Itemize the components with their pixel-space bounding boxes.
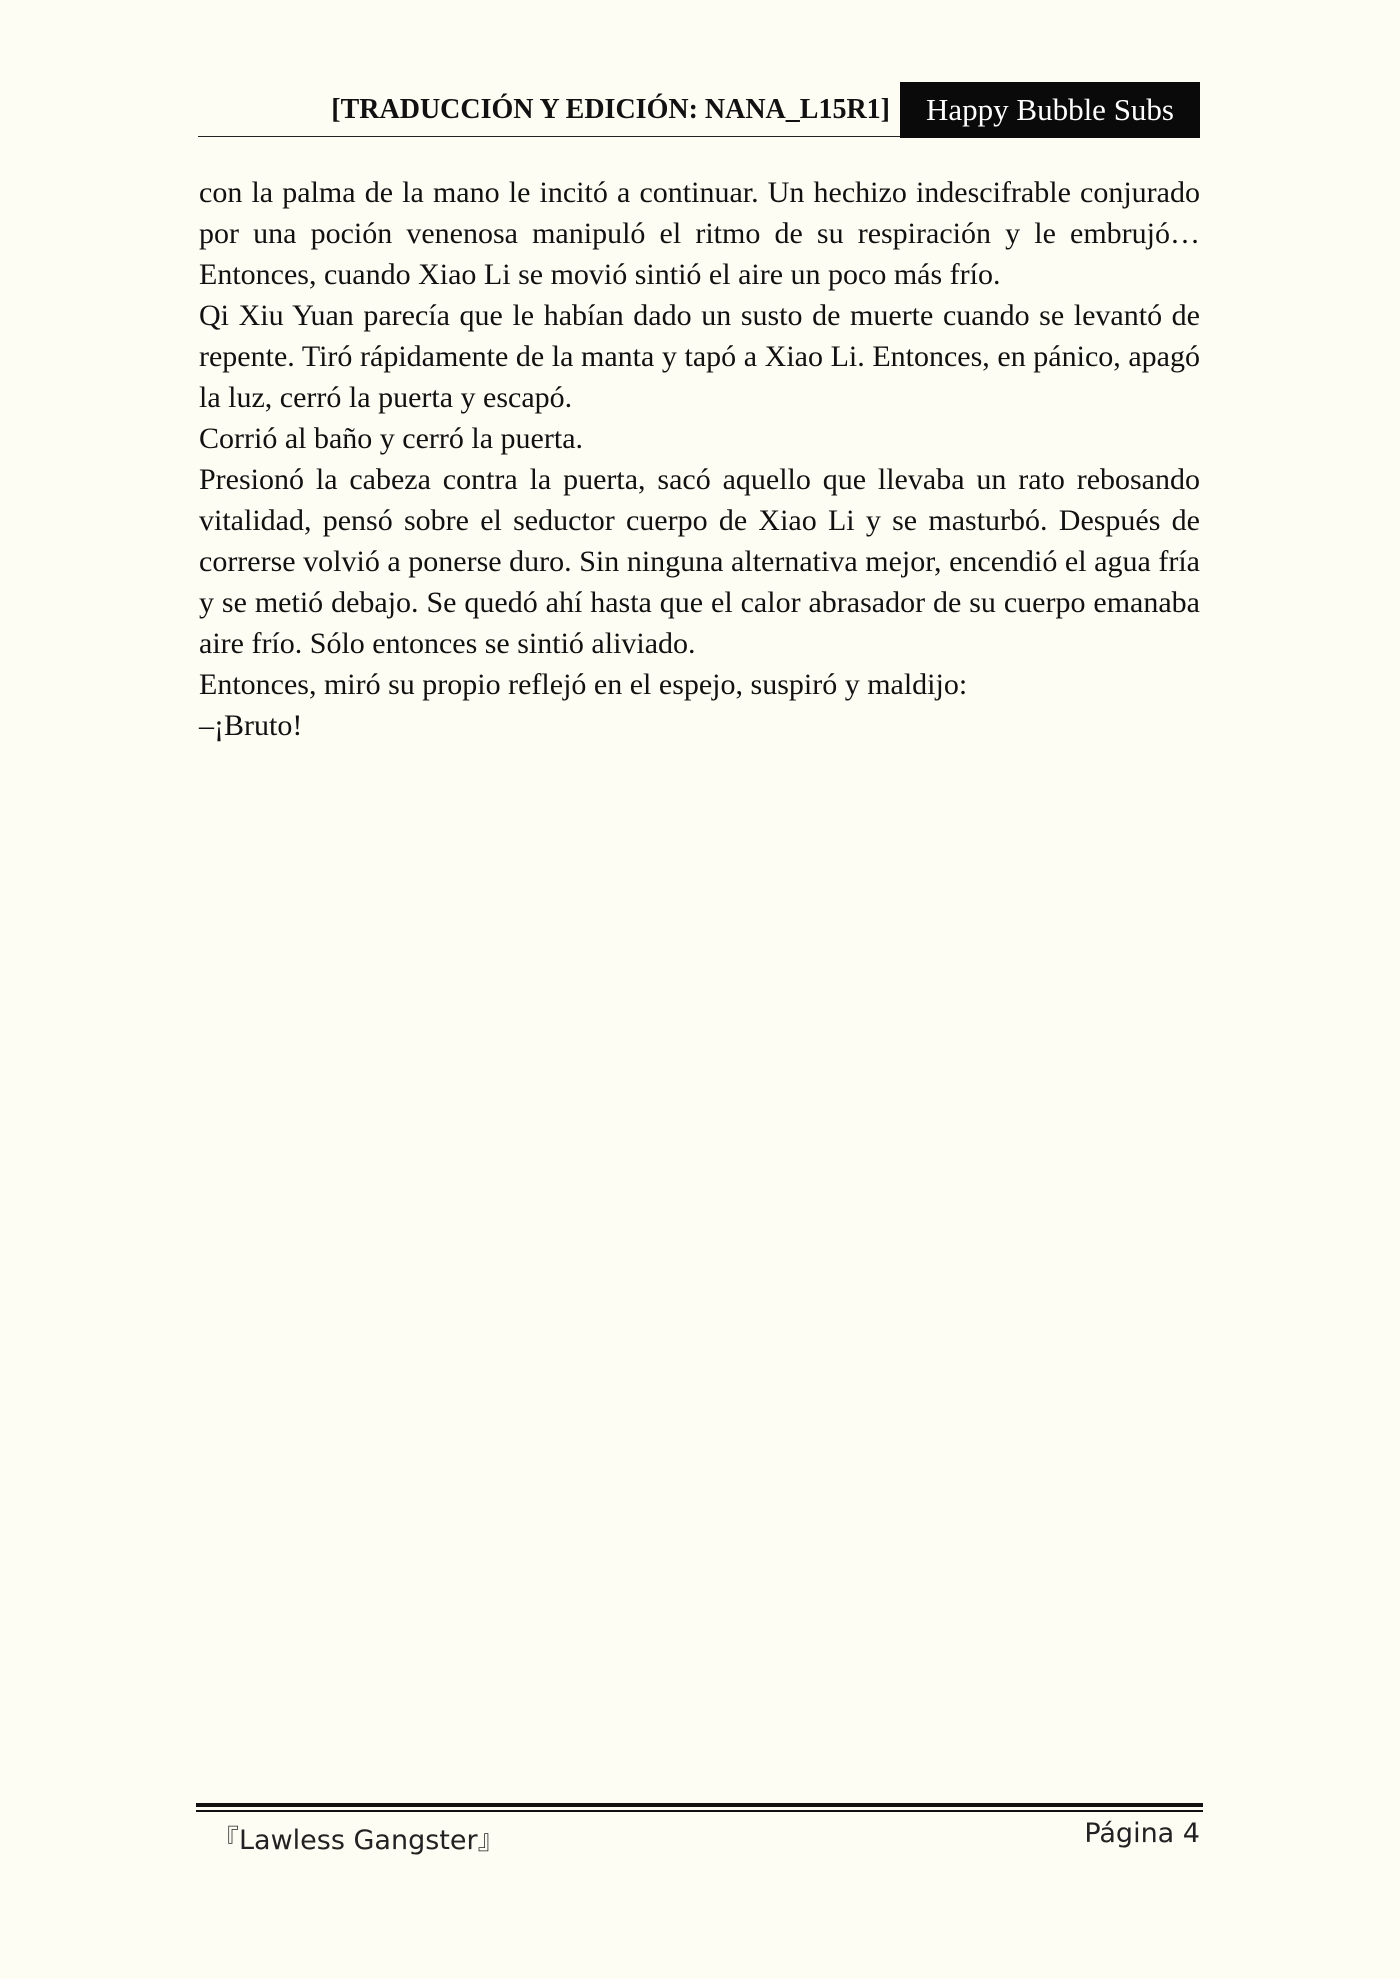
- paragraph: con la palma de la mano le incitó a continuar. Un hechizo indescifrable conjurado por una poción venenosa manipuló el ritmo de su respiración y le embrujó… Entonces, cuando Xiao Li se movió sintió el aire un poco más frío.: [199, 176, 1200, 291]
- paragraph: –¡Bruto!: [199, 709, 303, 742]
- translation-credit: [TRADUCCIÓN Y EDICIÓN: NANA_L15R1]: [331, 94, 890, 125]
- body-text: [199, 172, 1200, 746]
- paragraph: Qi Xiu Yuan parecía que le habían dado un susto de muerte cuando se levantó de repente. Tiró rápidamente de la manta y tapó a Xiao Li. Entonces, en pánico, apagó la luz, cerró la puerta y escapó.: [199, 299, 1200, 414]
- paragraph: Entonces, miró su propio reflejó en el espejo, suspiró y maldijo:: [199, 668, 968, 701]
- paragraph: Presionó la cabeza contra la puerta, sacó aquello que llevaba un rato rebosando vitalidad, pensó sobre el seductor cuerpo de Xiao Li y se masturbó. Después de correrse volvió a ponerse duro. Sin ninguna alternativa mejor, encendió el agua fría y se metió debajo. Se quedó ahí hasta que el calor abrasador de su cuerpo emanaba aire frío. Sólo entonces se sintió aliviado.: [199, 463, 1200, 660]
- footer-page-number: Página 4: [1084, 1818, 1200, 1849]
- paragraph: Corrió al baño y cerró la puerta.: [199, 422, 584, 455]
- footer-divider: [196, 1803, 1203, 1807]
- page-header: [198, 82, 1200, 137]
- footer-divider-thin: [196, 1810, 1203, 1812]
- footer-book-title: 『Lawless Gangster』: [212, 1825, 505, 1856]
- group-brand-label: Happy Bubble Subs: [900, 82, 1200, 138]
